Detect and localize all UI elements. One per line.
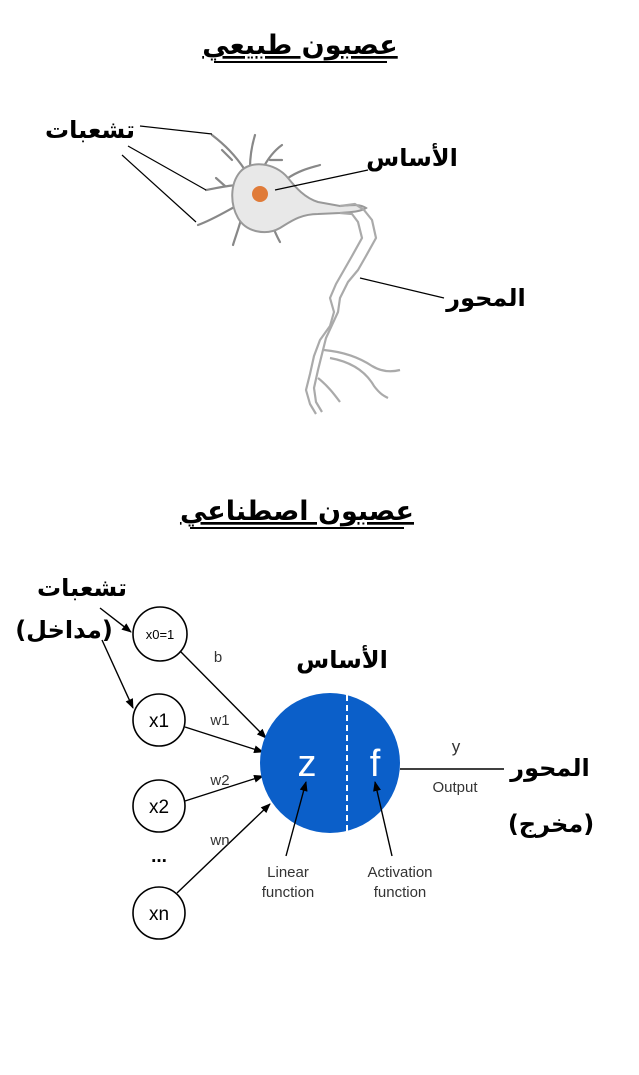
bio-axon-label: المحور <box>446 284 526 312</box>
ann-core-activation-symbol: f <box>369 743 381 785</box>
bio-soma-label: الأساس <box>366 144 458 172</box>
ann-input-x0-label: x0=1 <box>145 627 175 642</box>
ann-input-ellipsis: ... <box>151 846 167 867</box>
ann-activation-caption-line2: function <box>373 884 427 901</box>
ann-output-symbol: y <box>451 737 461 756</box>
ann-dendrites-label: تشعبات <box>37 574 127 602</box>
ann-input-node-xn <box>133 887 185 939</box>
ann-activation-caption-line1: Activation <box>367 864 433 881</box>
bio-neuron-illustration <box>198 135 400 414</box>
ann-title: عصبون اصطناعي <box>179 496 415 527</box>
ann-core-linear-symbol: z <box>297 743 317 785</box>
ann-inputs-label: (مداخل) <box>15 616 113 644</box>
bio-nucleus <box>252 186 268 202</box>
ann-input-node-x2 <box>133 780 185 832</box>
ann-input-node-x0 <box>133 607 187 661</box>
ann-weight-w2: w2 <box>210 772 230 789</box>
bio-dendrites-label: تشعبات <box>45 116 135 144</box>
ann-input-xn-label: xn <box>148 904 170 925</box>
ann-output-label: (مخرج) <box>507 810 595 838</box>
ann-input-x2-label: x2 <box>148 797 170 818</box>
ann-weight-w1: w1 <box>210 712 230 729</box>
ann-weight-wn: wn <box>210 832 230 849</box>
ann-linear-caption-line1: Linear <box>267 864 309 881</box>
ann-input-node-x1 <box>133 694 185 746</box>
bio-title: عصبون طبيعي <box>202 30 398 61</box>
ann-output-caption: Output <box>432 779 478 796</box>
ann-soma-label: الأساس <box>296 646 388 674</box>
ann-core-neuron <box>260 693 400 833</box>
ann-input-x1-label: x1 <box>148 711 170 732</box>
ann-weight-b: b <box>213 649 223 666</box>
ann-axon-label: المحور <box>510 754 590 782</box>
ann-linear-caption-line2: function <box>261 884 315 901</box>
bio-axon <box>306 204 400 414</box>
